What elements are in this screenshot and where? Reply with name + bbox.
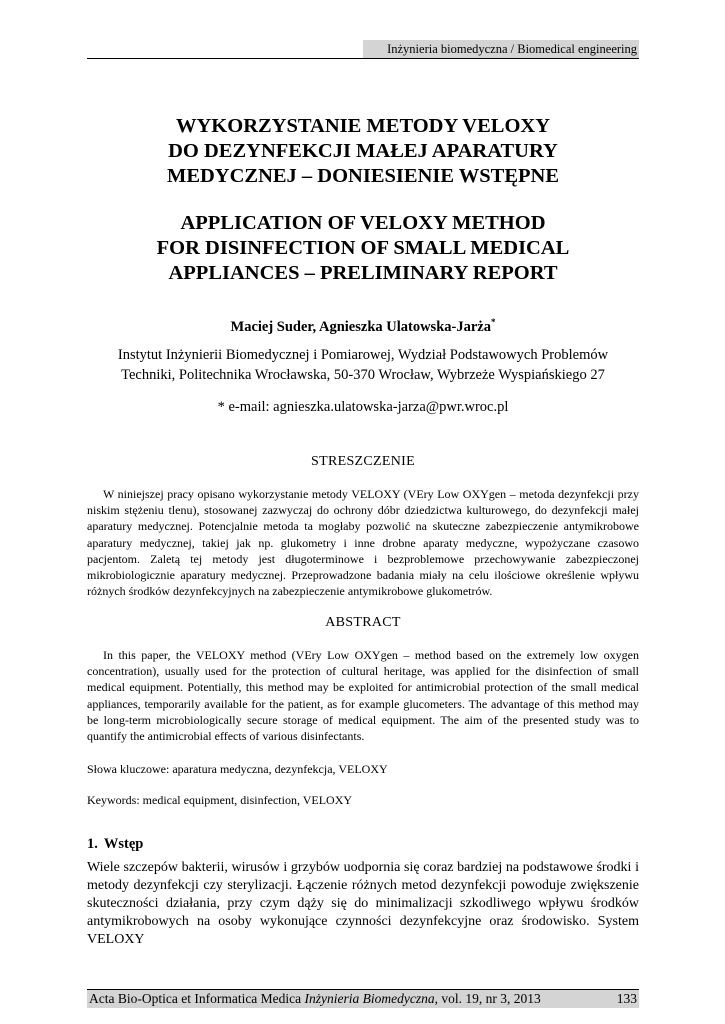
keywords-polish: Słowa kluczowe: aparatura medyczna, dezynfekcja, VELOXY [87,762,388,776]
affiliation-line: Instytut Inżynierii Biomedycznej i Pomiarowej, Wydział Podstawowych Problemów [117,347,609,363]
page-footer [87,990,639,1008]
title-english-line: FOR DISINFECTION OF SMALL MEDICAL [156,237,570,259]
affiliation-line: Techniki, Politechnika Wrocławska, 50-370 Wrocław, Wybrzeże Wyspiańskiego 27 [121,367,605,383]
authors [80,312,646,337]
journal-name: Acta Bio-Optica et Informatica Medica [89,991,305,1006]
journal-volume: , vol. 19, nr 3, 2013 [434,991,541,1006]
abstract-heading: ABSTRACT [325,615,401,630]
section-number: 1. [87,836,98,852]
title-polish [80,114,646,189]
affiliation [80,345,646,385]
journal-citation [89,990,541,1008]
author-names: Maciej Suder, Agnieszka Ulatowska-Jarża [230,319,491,335]
journal-subtitle: Inżynieria Biomedyczna [304,991,435,1006]
header-rule [87,58,639,59]
streszczenie-body: W niniejszej pracy opisano wykorzystanie metody VELOXY (VEry Low OXYgen – metoda dezynfekcji przy niskim stężeniu tlenu), stosowanej zazwyczaj do ochrony dóbr dziedzictwa kulturowego, do dezynfekcji małej aparatury medycznej. Potencjalnie metoda ta mogłaby pozwolić na skuteczne zabezpieczenie antymikrobowe aparatury medycznej, takiej jak np. glukometry i inne drobne aparaty medyczne, wypożyczane czasowo pacjentom. Zaletą tej metody jest długoterminowe i bezproblemowe przechowywanie zabezpieczonej mikrobiologicznie aparatury medycznej. Przeprowadzone badania miały na celu ilościowe określenie wpływu różnych środków dezynfekcyjnych na zabezpieczenie antymikrobowe glukometrów. [87,487,639,599]
author-email: * e-mail: agnieszka.ulatowska-jarza@pwr.wroc.pl [217,399,509,415]
keywords-english: Keywords: medical equipment, disinfection, VELOXY [87,793,353,807]
title-polish-line: MEDYCZNEJ – DONIESIENIE WSTĘPNE [166,165,560,187]
title-english-line: APPLIANCES – PRELIMINARY REPORT [168,262,558,284]
streszczenie-heading: STRESZCZENIE [311,454,415,469]
title-english [80,211,646,286]
section-title: Wstęp [103,836,144,852]
corresponding-author-mark: * [490,317,496,327]
page-number: 133 [616,991,637,1006]
title-polish-line: DO DEZYNFEKCJI MAŁEJ APARATURY [168,140,558,162]
running-header: Inżynieria biomedyczna / Biomedical engineering [363,40,639,58]
title-english-line: APPLICATION OF VELOXY METHOD [180,212,546,234]
abstract-body: In this paper, the VELOXY method (VEry Low OXYgen – method based on the extremely low oxygen concentration), usually used for the protection of cultural heritage, was applied for the disinfection of small medical equipment. Potentially, this method may be exploited for antimicrobial protection of the small medical appliances, temporarily available for the patient, as for example glucometers. The advantage of this method may be long-term microbiologically secure storage of medical equipment. The aim of the presented study was to quantify the antimicrobial effects of various disinfectants. [87,648,639,744]
title-polish-line: WYKORZYSTANIE METODY VELOXY [176,115,550,137]
intro-heading [87,835,143,853]
intro-body: Wiele szczepów bakterii, wirusów i grzybów uodpornia się coraz bardziej na podstawowe środki i metody dezynfekcji czy sterylizacji. Łączenie różnych metod dezynfekcji powoduje zwiększenie skuteczności działania, przy czym dąży się do minimalizacji szkodliwego wpływu środków antymikrobowych na osoby wykonujące czynności dezynfekcyjne oraz środowisko. System VELOXY [87,860,639,947]
